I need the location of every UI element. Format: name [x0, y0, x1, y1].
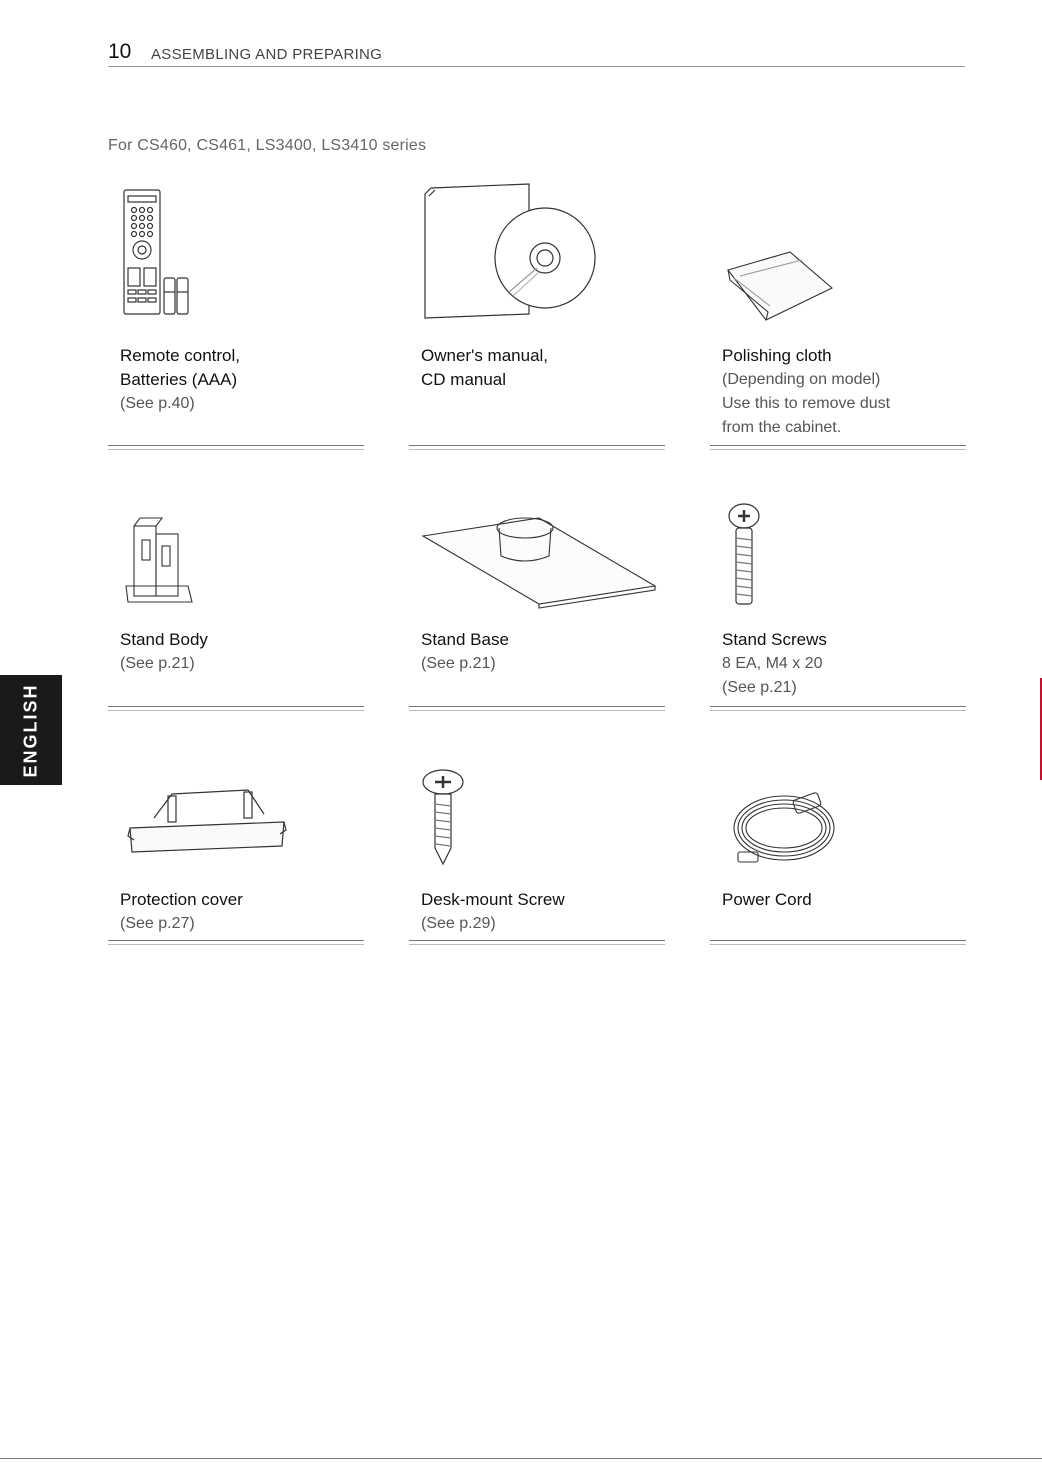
item-note: (See p.40)	[120, 395, 195, 412]
item-power-cord	[710, 760, 966, 950]
item-stand-base	[409, 490, 665, 720]
stand-base-icon	[409, 490, 665, 620]
page-header	[108, 40, 965, 67]
item-note: (See p.21)	[722, 679, 797, 696]
item-note: (Depending on model)	[722, 371, 881, 388]
item-note: (See p.21)	[421, 655, 496, 672]
item-note: from the cabinet.	[722, 419, 842, 436]
bottom-rule	[0, 1458, 1042, 1459]
remote-control-icon	[108, 180, 364, 320]
language-tab-label: ENGLISH	[20, 682, 41, 778]
item-title: Remote control,	[120, 346, 240, 365]
page-number: 10	[108, 40, 132, 63]
item-title: Desk-mount Screw	[421, 890, 565, 909]
item-note: (See p.29)	[421, 915, 496, 932]
item-title: Stand Body	[120, 630, 208, 649]
item-stand-screws	[710, 490, 966, 720]
item-protection-cover	[108, 760, 364, 950]
stand-body-icon	[108, 490, 364, 620]
item-divider	[409, 706, 665, 711]
item-title: Polishing cloth	[722, 346, 832, 365]
item-stand-body	[108, 490, 364, 720]
power-cord-icon	[710, 760, 966, 870]
item-title: Owner's manual,	[421, 346, 549, 365]
item-divider	[108, 445, 364, 450]
item-remote-control	[108, 180, 364, 450]
item-title: Stand Screws	[722, 630, 827, 649]
protection-cover-icon	[108, 760, 364, 870]
item-divider	[710, 706, 966, 711]
item-note: (See p.27)	[120, 915, 195, 932]
section-title: ASSEMBLING AND PREPARING	[151, 46, 383, 63]
item-divider	[710, 940, 966, 945]
item-title: Stand Base	[421, 630, 509, 649]
item-note: Use this to remove dust	[722, 395, 891, 412]
item-desk-mount-screw	[409, 760, 665, 950]
language-tab	[0, 675, 62, 785]
item-title: Batteries (AAA)	[120, 370, 238, 389]
item-divider	[108, 706, 364, 711]
item-divider	[108, 940, 364, 945]
item-polishing-cloth	[710, 180, 966, 450]
item-divider	[710, 445, 966, 450]
item-owners-manual	[409, 180, 665, 450]
intro-text: For CS460, CS461, LS3400, LS3410 series	[108, 137, 427, 154]
stand-screw-icon	[710, 490, 966, 620]
item-title: CD manual	[421, 370, 507, 389]
item-divider	[409, 940, 665, 945]
item-title: Protection cover	[120, 890, 243, 909]
manual-cd-icon	[409, 180, 665, 320]
item-divider	[409, 445, 665, 450]
item-title: Power Cord	[722, 890, 812, 909]
desk-mount-screw-icon	[409, 760, 665, 870]
item-note: 8 EA, M4 x 20	[722, 655, 823, 672]
item-note: (See p.21)	[120, 655, 195, 672]
polishing-cloth-icon	[710, 180, 966, 340]
